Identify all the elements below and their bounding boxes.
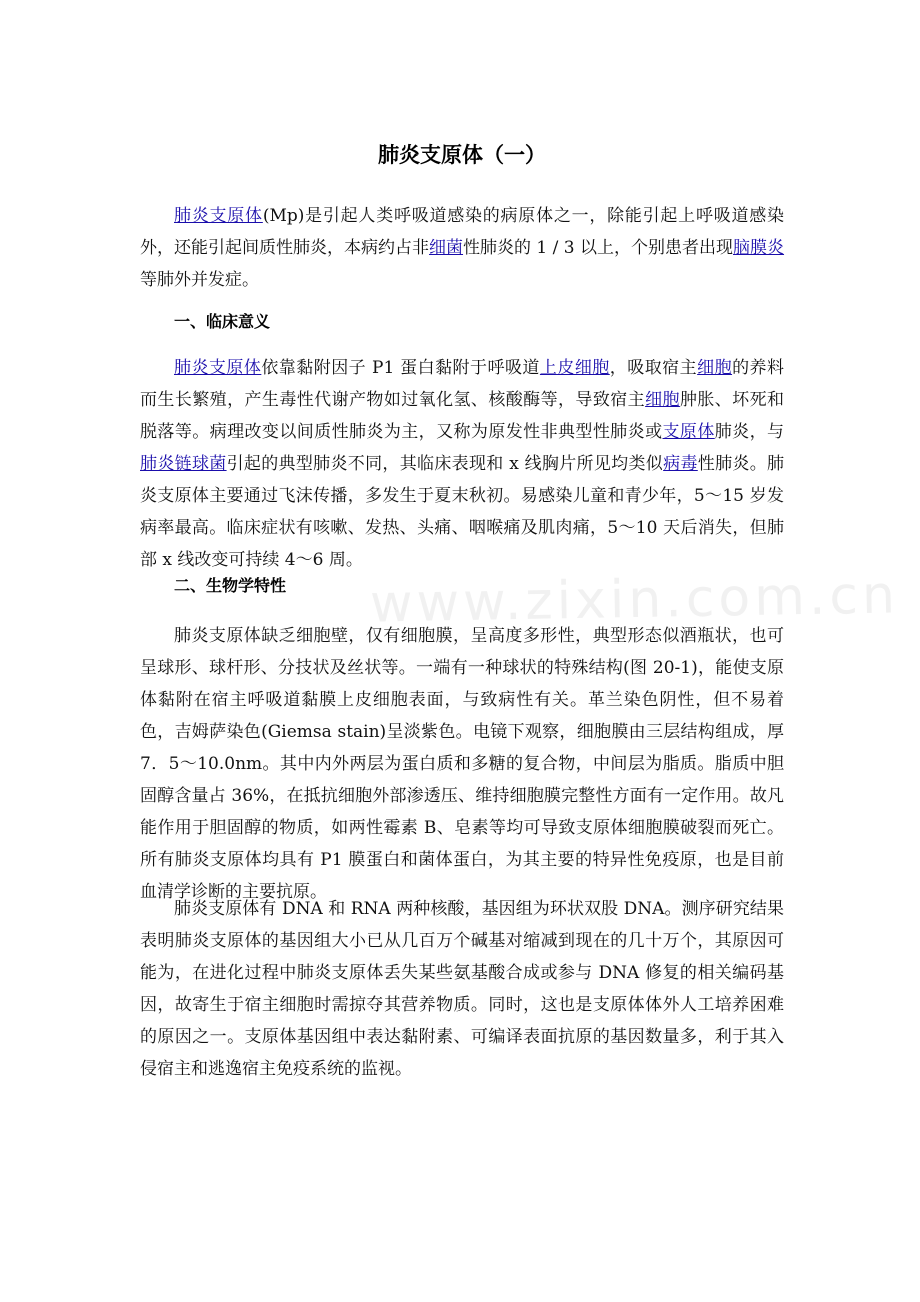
text-run: 等肺外并发症。: [140, 270, 259, 290]
biology-paragraph-2: 肺炎支原体有 DNA 和 RNA 两种核酸，基因组为环状双股 DNA。测序研究结果表明肺炎支原体的基因组大小已从几百万个碱基对缩减到现在的几十万个，其原因可能为，在进化过程中肺炎支原体丢失某些氨基酸合成或参与 DNA 修复的相关编码基因，故寄生于宿主细胞时需掠夺其营养物质。同时，这也是支原体体外人工培养困难的原因之一。支原体基因组中表达黏附素、可编译表面抗原的基因数量多，利于其入侵宿主和逃逸宿主免疫系统的监视。: [140, 899, 784, 1079]
text-run: 肿胀、坏死和脱落等。病理改变以间质性肺炎为主，又称为原发性非典型性肺炎或: [140, 390, 785, 442]
link-cell[interactable]: 细胞: [697, 358, 733, 378]
biology-paragraph-1: 肺炎支原体缺乏细胞壁，仅有细胞膜，呈高度多形性，典型形态似酒瓶状，也可呈球形、球杆形、分技状及丝状等。一端有一种球状的特殊结构(图 20-1)，能使支原体黏附在宿主呼吸道黏膜上皮细胞表面，与致病性有关。革兰染色阴性，但不易着色，吉姆萨染色(Giemsa stain)呈淡紫色。电镜下观察，细胞膜由三层结构组成，厚 7．5～10.0nm。其中内外两层为蛋白质和多糖的复合物，中间层为脂质。脂质中胆固醇含量占 36%，在抵抗细胞外部渗透压、维持细胞膜完整性方面有一定作用。故凡能作用于胆固醇的物质，如两性霉素 B、皂素等均可导致支原体细胞膜破裂而死亡。所有肺炎支原体均具有 P1 膜蛋白和菌体蛋白，为其主要的特异性免疫原，也是目前血清学诊断的主要抗原。: [140, 626, 784, 902]
link-streptococcus-pneumoniae[interactable]: 肺炎链球菌: [140, 454, 227, 474]
link-bacteria[interactable]: 细菌: [429, 238, 464, 258]
link-virus[interactable]: 病毒: [663, 454, 698, 474]
link-cell[interactable]: 细胞: [645, 390, 680, 410]
text-run: 引起的典型肺炎不同，其临床表现和 x 线胸片所见均类似: [226, 454, 664, 474]
link-epithelial-cell[interactable]: 上皮细胞: [539, 358, 610, 378]
text-run: ，吸取宿主: [609, 358, 698, 378]
text-run: (Mp)是引起人类呼吸道感染的病原体之一，除能引起上呼吸道感染外，还能引起间质性肺炎，本病约占非: [140, 206, 784, 258]
clinical-paragraph: [140, 352, 784, 576]
watermark-text: www.zixin.com.cn: [369, 565, 900, 635]
text-run: 性肺炎的 1 / 3 以上，个别患者出现: [463, 238, 734, 258]
text-run: 的养料而生长繁殖，产生毒性代谢产物如过氧化氢、核酸酶等，导致宿主: [140, 358, 784, 410]
text-run: 依靠黏附因子 P1 蛋白黏附于呼吸道: [261, 358, 540, 378]
link-mycoplasma-pneumoniae[interactable]: 肺炎支原体: [174, 206, 263, 226]
section-heading-clinical: 一、临床意义: [174, 312, 271, 331]
intro-paragraph: [140, 200, 784, 296]
text-run: 肺炎，与: [714, 422, 785, 442]
document-title: 肺炎支原体（一）: [378, 143, 546, 167]
link-mycoplasma[interactable]: 支原体: [662, 422, 715, 442]
link-mycoplasma-pneumoniae[interactable]: 肺炎支原体: [174, 358, 262, 378]
link-meningitis[interactable]: 脑膜炎: [733, 238, 785, 258]
text-run: 性肺炎。肺炎支原体主要通过飞沫传播，多发生于夏末秋初。易感染儿童和青少年，5～15 岁发病率最高。临床症状有咳嗽、发热、头痛、咽喉痛及肌肉痛，5～10 天后消失，但肺部 x 线改变可持续 4～6 周。: [140, 454, 785, 570]
section-heading-biology: 二、生物学特性: [174, 576, 287, 595]
